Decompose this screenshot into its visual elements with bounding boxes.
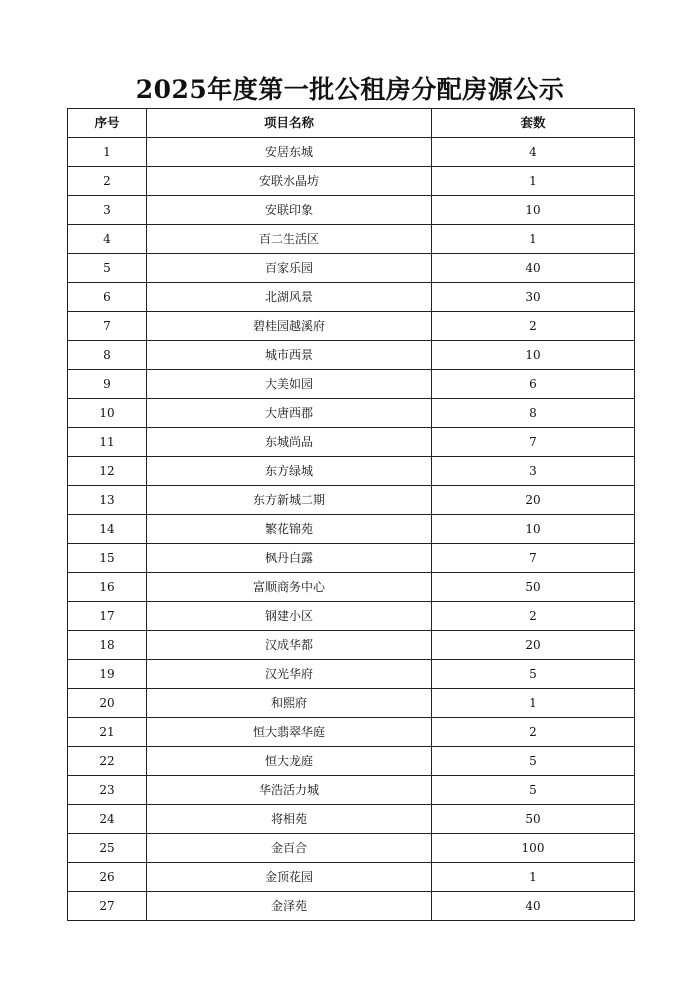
table-row [68,602,635,631]
cell-project-name: 东城尚品 [147,428,432,457]
table-row [68,399,635,428]
cell-serial-number: 2 [68,167,147,196]
cell-project-name: 东方绿城 [147,457,432,486]
cell-project-name: 金百合 [147,834,432,863]
cell-project-name: 汉光华府 [147,660,432,689]
cell-project-name: 恒大翡翠华庭 [147,718,432,747]
table-row [68,544,635,573]
cell-project-name: 城市西景 [147,341,432,370]
cell-project-name: 金泽苑 [147,892,432,921]
cell-unit-count: 20 [432,631,635,660]
cell-serial-number: 8 [68,341,147,370]
cell-project-name: 华浩活力城 [147,776,432,805]
cell-serial-number: 3 [68,196,147,225]
cell-unit-count: 2 [432,312,635,341]
table-row [68,718,635,747]
cell-unit-count: 10 [432,515,635,544]
cell-serial-number: 18 [68,631,147,660]
cell-unit-count: 5 [432,776,635,805]
cell-project-name: 大唐西郡 [147,399,432,428]
cell-project-name: 北湖风景 [147,283,432,312]
cell-unit-count: 7 [432,544,635,573]
cell-serial-number: 11 [68,428,147,457]
cell-serial-number: 5 [68,254,147,283]
cell-serial-number: 21 [68,718,147,747]
table-row [68,167,635,196]
cell-project-name: 金顶花园 [147,863,432,892]
cell-unit-count: 2 [432,718,635,747]
cell-unit-count: 30 [432,283,635,312]
cell-unit-count: 4 [432,138,635,167]
cell-project-name: 安联水晶坊 [147,167,432,196]
table-body [68,138,635,921]
cell-unit-count: 50 [432,805,635,834]
cell-project-name: 和熙府 [147,689,432,718]
header-row [68,109,635,138]
cell-unit-count: 100 [432,834,635,863]
cell-unit-count: 1 [432,167,635,196]
cell-serial-number: 14 [68,515,147,544]
table-row [68,805,635,834]
table-row [68,573,635,602]
cell-unit-count: 1 [432,225,635,254]
table-row [68,863,635,892]
cell-project-name: 恒大龙庭 [147,747,432,776]
cell-unit-count: 6 [432,370,635,399]
cell-unit-count: 3 [432,457,635,486]
table-row [68,834,635,863]
cell-project-name: 富顺商务中心 [147,573,432,602]
table-row [68,747,635,776]
cell-project-name: 枫丹白露 [147,544,432,573]
cell-unit-count: 40 [432,254,635,283]
table-row [68,225,635,254]
cell-serial-number: 10 [68,399,147,428]
cell-serial-number: 6 [68,283,147,312]
cell-project-name: 繁花锦苑 [147,515,432,544]
cell-serial-number: 12 [68,457,147,486]
cell-serial-number: 27 [68,892,147,921]
cell-serial-number: 17 [68,602,147,631]
table-header [68,109,635,138]
cell-serial-number: 7 [68,312,147,341]
housing-allocation-table [67,108,635,921]
table-row [68,457,635,486]
table-row [68,341,635,370]
cell-project-name: 汉成华都 [147,631,432,660]
cell-unit-count: 8 [432,399,635,428]
document-title: 2025年度第一批公租房分配房源公示 [135,75,565,104]
table-row [68,428,635,457]
cell-project-name: 将相苑 [147,805,432,834]
cell-unit-count: 7 [432,428,635,457]
table-row [68,283,635,312]
cell-unit-count: 1 [432,689,635,718]
cell-unit-count: 1 [432,863,635,892]
cell-project-name: 安居东城 [147,138,432,167]
cell-unit-count: 5 [432,747,635,776]
header-serial-number: 序号 [68,109,147,138]
table-row [68,660,635,689]
cell-serial-number: 20 [68,689,147,718]
table-row [68,892,635,921]
table-row [68,312,635,341]
cell-project-name: 大美如园 [147,370,432,399]
cell-unit-count: 5 [432,660,635,689]
cell-unit-count: 2 [432,602,635,631]
header-unit-count: 套数 [432,109,635,138]
table-row [68,254,635,283]
cell-project-name: 碧桂园越溪府 [147,312,432,341]
table-row [68,138,635,167]
cell-serial-number: 24 [68,805,147,834]
cell-serial-number: 9 [68,370,147,399]
cell-unit-count: 50 [432,573,635,602]
cell-serial-number: 1 [68,138,147,167]
cell-serial-number: 19 [68,660,147,689]
table-row [68,689,635,718]
cell-project-name: 钢建小区 [147,602,432,631]
table-row [68,370,635,399]
table-row [68,631,635,660]
cell-project-name: 安联印象 [147,196,432,225]
table-row [68,486,635,515]
table-row [68,515,635,544]
cell-project-name: 东方新城二期 [147,486,432,515]
cell-unit-count: 40 [432,892,635,921]
table-row [68,196,635,225]
cell-serial-number: 15 [68,544,147,573]
cell-serial-number: 26 [68,863,147,892]
cell-serial-number: 22 [68,747,147,776]
cell-serial-number: 25 [68,834,147,863]
cell-serial-number: 23 [68,776,147,805]
cell-unit-count: 10 [432,341,635,370]
cell-project-name: 百家乐园 [147,254,432,283]
cell-serial-number: 13 [68,486,147,515]
cell-serial-number: 16 [68,573,147,602]
cell-unit-count: 10 [432,196,635,225]
cell-unit-count: 20 [432,486,635,515]
header-project-name: 项目名称 [147,109,432,138]
cell-serial-number: 4 [68,225,147,254]
table-row [68,776,635,805]
cell-project-name: 百二生活区 [147,225,432,254]
